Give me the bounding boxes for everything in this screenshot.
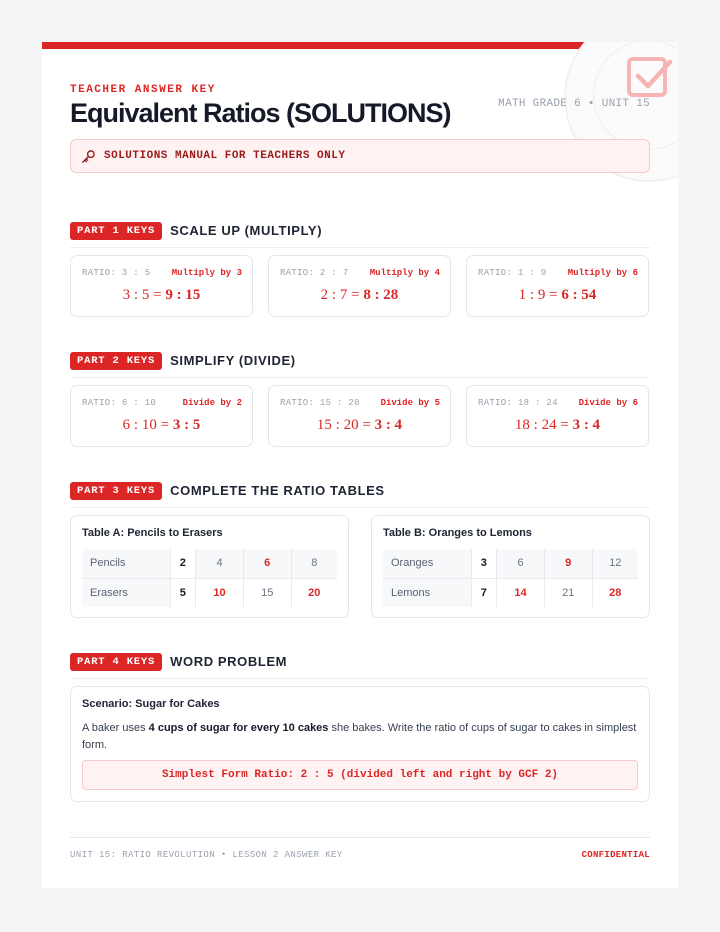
ratio-card [70,385,253,447]
ratio-table [383,549,638,607]
table-cell-answer: 9 [544,549,592,578]
ratio-answer: 15 : 20 = 3 : 4 [316,417,403,433]
footer-divider [70,837,650,838]
table-cell: 21 [544,578,592,607]
problem-text: A baker uses 4 cups of sugar for every 10 cakes she bakes. Write the ratio of cups of sugar to cakes in simplest form. [82,722,637,751]
banner-text: SOLUTIONS MANUAL FOR TEACHERS ONLY [104,150,346,162]
section-title: SCALE UP (MULTIPLY) [170,223,323,238]
ratio-card [70,255,253,317]
page-title: Equivalent Ratios (SOLUTIONS) [70,98,451,128]
key-icon [81,149,96,164]
table-cell-answer: 14 [497,578,545,607]
ratio-table [82,549,337,607]
part-badge: PART 3 KEYS [70,482,162,500]
footer-lesson-label: UNIT 15: RATIO REVOLUTION • LESSON 2 ANSWER KEY [70,850,343,860]
ratio-label: RATIO: 1 : 9 [478,268,547,278]
ratio-label: RATIO: 15 : 20 [280,398,360,408]
teacher-only-banner [70,139,650,173]
grade-unit-label: MATH GRADE 6 • UNIT 15 [498,98,650,110]
answer-key-page [42,42,678,888]
table-cell-answer: 6 [243,549,291,578]
row-label: Lemons [383,578,471,607]
ratio-table-card [70,515,349,618]
ratio-answer: 2 : 7 = 8 : 28 [320,287,399,303]
section-title: SIMPLIFY (DIVIDE) [170,353,296,368]
table-cell-answer: 28 [592,578,638,607]
operation-label: Multiply by 4 [369,268,440,278]
table-row [383,578,638,607]
word-problem-card [70,686,650,802]
ratio-table-card [371,515,650,618]
section-header-part1 [70,222,650,248]
ratio-card [268,255,451,317]
table-cell-answer: 20 [291,578,337,607]
operation-label: Multiply by 3 [171,268,242,278]
operation-label: Divide by 6 [578,398,638,408]
table-cell: 2 [170,549,196,578]
table-cell: 6 [497,549,545,578]
ratio-card [268,385,451,447]
operation-label: Divide by 2 [182,398,242,408]
scenario-title: Scenario: Sugar for Cakes [82,698,220,710]
table-cell: 12 [592,549,638,578]
row-label: Erasers [82,578,170,607]
table-cell: 15 [243,578,291,607]
part-badge: PART 4 KEYS [70,653,162,671]
operation-label: Divide by 5 [380,398,440,408]
table-title: Table B: Oranges to Lemons [383,527,532,539]
table-cell: 5 [170,578,196,607]
part-badge: PART 1 KEYS [70,222,162,240]
section-header-part4 [70,653,650,679]
ratio-label: RATIO: 3 : 5 [82,268,151,278]
ratio-answer: 1 : 9 = 6 : 54 [518,287,597,303]
checkbox-check-icon [626,54,674,102]
ratio-answer: 18 : 24 = 3 : 4 [514,417,601,433]
ratio-card [466,255,649,317]
section-title: WORD PROBLEM [170,654,288,669]
part-badge: PART 2 KEYS [70,352,162,370]
operation-label: Multiply by 6 [567,268,638,278]
ratio-answer: 6 : 10 = 3 : 5 [122,417,201,433]
section-title: COMPLETE THE RATIO TABLES [170,483,385,498]
ratio-label: RATIO: 2 : 7 [280,268,349,278]
eyebrow-label: TEACHER ANSWER KEY [70,84,216,96]
row-label: Oranges [383,549,471,578]
section-header-part2 [70,352,650,378]
table-title: Table A: Pencils to Erasers [82,527,223,539]
table-cell: 7 [471,578,497,607]
table-row [383,549,638,578]
row-label: Pencils [82,549,170,578]
table-cell: 8 [291,549,337,578]
table-cell: 4 [196,549,244,578]
answer-box: Simplest Form Ratio: 2 : 5 (divided left and right by GCF 2) [82,760,638,790]
table-row [82,578,337,607]
ratio-answer: 3 : 5 = 9 : 15 [122,287,201,303]
confidential-label: CONFIDENTIAL [581,850,650,860]
ratio-card [466,385,649,447]
ratio-label: RATIO: 6 : 10 [82,398,157,408]
section-header-part3 [70,482,650,508]
table-cell-answer: 10 [196,578,244,607]
table-cell: 3 [471,549,497,578]
ratio-label: RATIO: 18 : 24 [478,398,558,408]
table-row [82,549,337,578]
